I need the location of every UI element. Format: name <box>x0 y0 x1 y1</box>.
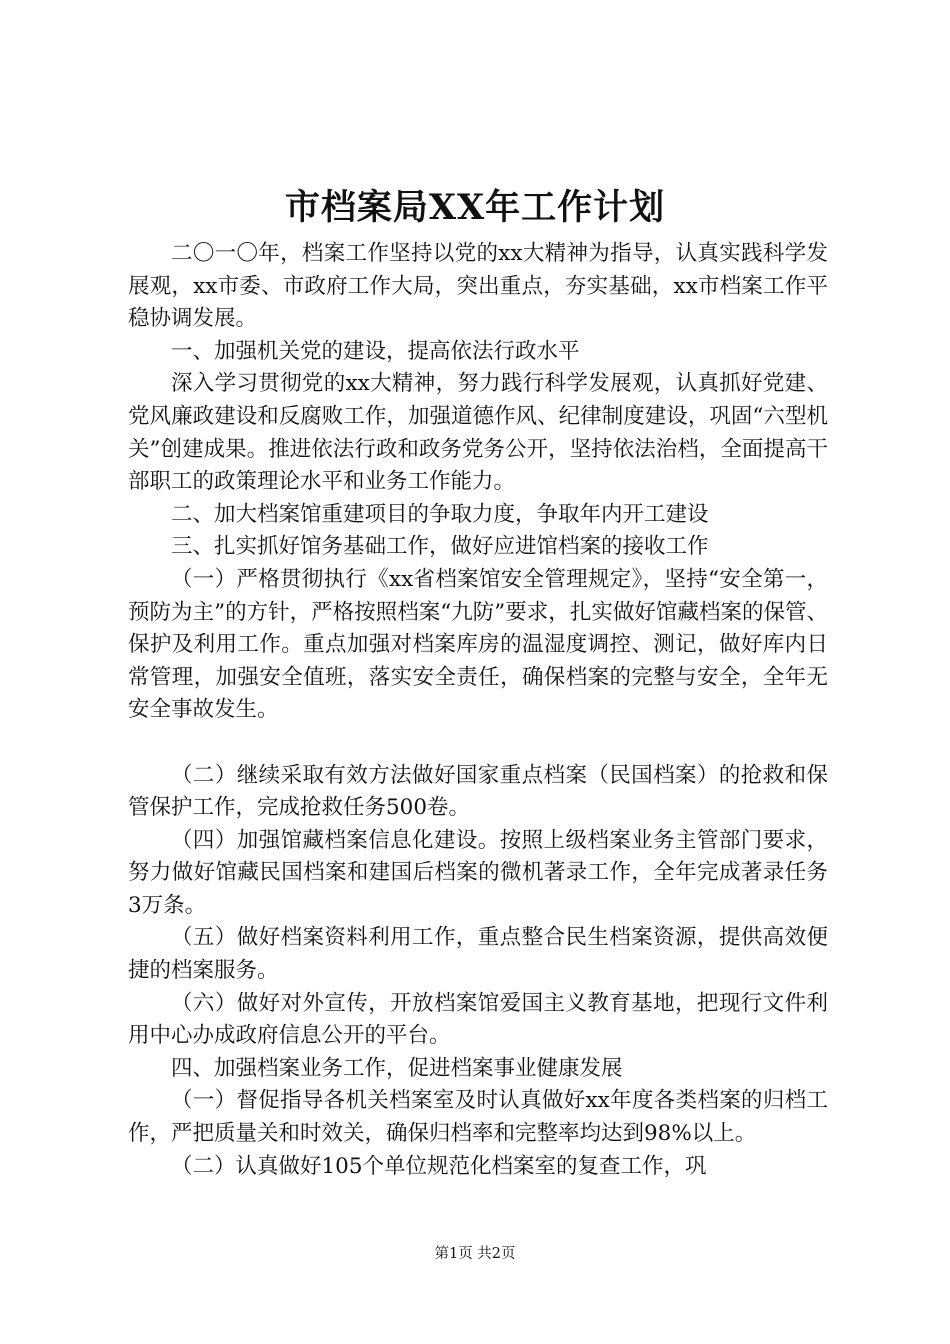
section-1-paragraph: 深入学习贯彻党的xx大精神，努力践行科学发展观，认真抓好党建、党风廉政建设和反腐败工作，加强道德作风、纪律制度建设，巩固“六型机关”创建成果。推进依法行政和政务党务公开，坚持依法治档，全面提高干部职工的政策理论水平和业务工作能力。 <box>128 371 828 495</box>
section-3-item-6: （六）做好对外宣传，开放档案馆爱国主义教育基地，把现行文件利用中心办成政府信息公开的平台。 <box>128 990 828 1049</box>
section-3-item-2: （二）继续采取有效方法做好国家重点档案（民国档案）的抢救和保管保护工作，完成抢救任务500卷。 <box>128 762 828 821</box>
section-4-item-1: （一）督促指导各机关档案室及时认真做好xx年度各类档案的归档工作，严把质量关和时效关，确保归档率和完整率均达到98%以上。 <box>128 1088 828 1147</box>
section-4-item-2: （二）认真做好105个单位规范化档案室的复查工作，巩 <box>171 1153 707 1179</box>
document-title: 市档案局XX年工作计划 <box>284 187 666 228</box>
section-heading-2: 二、加大档案馆重建项目的争取力度，争取年内开工建设 <box>171 501 709 527</box>
section-3-item-1: （一）严格贯彻执行《xx省档案馆安全管理规定》，坚持“安全第一，预防为主”的方针，严格按照档案“九防”要求，扎实做好馆藏档案的保管、保护及利用工作。重点加强对档案库房的温湿度调控、测记，做好库内日常管理，加强安全值班，落实安全责任，确保档案的完整与安全，全年无安全事故发生。 <box>128 566 828 723</box>
section-3-item-5: （五）做好档案资料利用工作，重点整合民生档案资源，提供高效便捷的档案服务。 <box>128 925 828 984</box>
intro-paragraph: 二〇一〇年，档案工作坚持以党的xx大精神为指导，认真实践科学发展观，xx市委、市政府工作大局，突出重点，夯实基础，xx市档案工作平稳协调发展。 <box>128 241 828 332</box>
paragraph-spacer <box>128 727 828 760</box>
section-3-item-4: （四）加强馆藏档案信息化建设。按照上级档案业务主管部门要求，努力做好馆藏民国档案和建国后档案的微机著录工作，全年完成著录任务3万条。 <box>128 827 828 918</box>
section-heading-1: 一、加强机关党的建设，提高依法行政水平 <box>171 338 580 364</box>
document-body <box>128 238 828 1183</box>
page-number-footer: 第1页 共2页 <box>434 1246 516 1262</box>
section-heading-3: 三、扎实抓好馆务基础工作，做好应进馆档案的接收工作 <box>171 534 709 560</box>
section-heading-4: 四、加强档案业务工作，促进档案事业健康发展 <box>171 1055 623 1081</box>
